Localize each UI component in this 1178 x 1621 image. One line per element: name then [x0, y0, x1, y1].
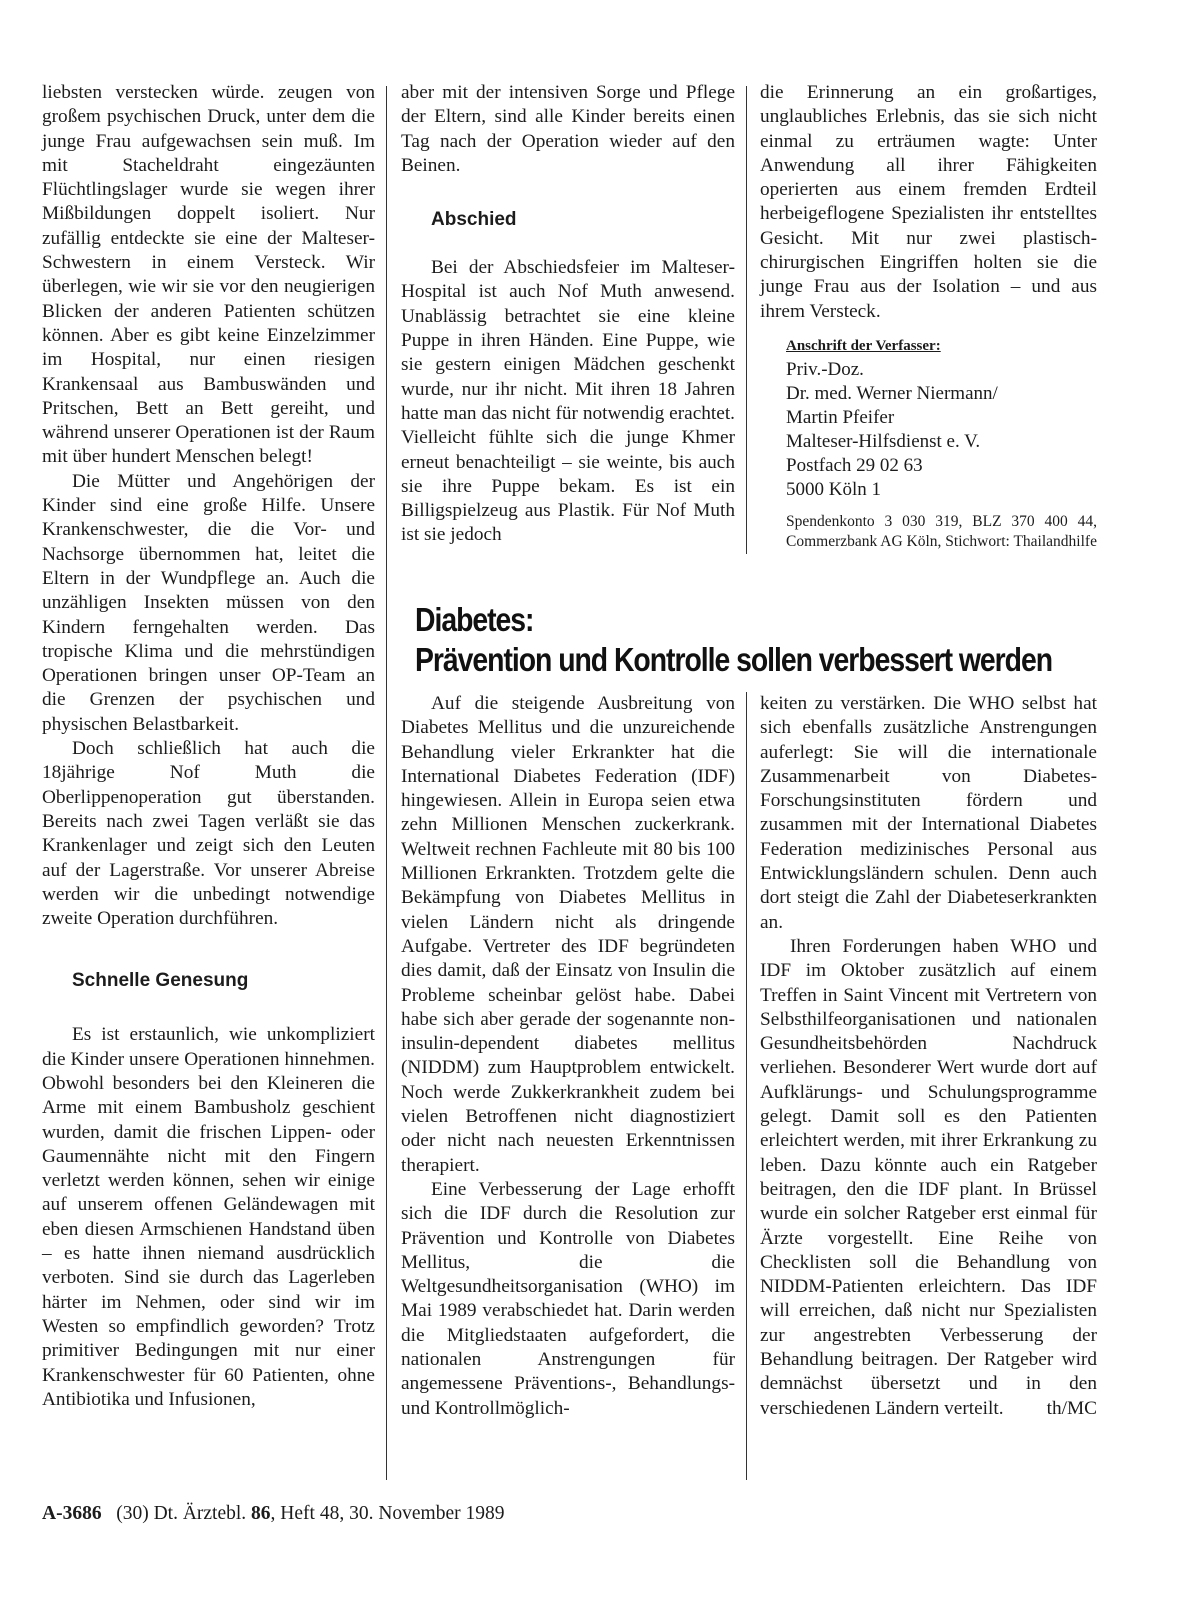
subheading-schnelle-genesung: Schnelle Genesung — [72, 970, 249, 992]
paragraph: Es ist erstaunlich, wie unkompliziert die Kinder unsere Operationen hinnehmen. Obwohl besonders bei den Kleineren die Arme mit einem Bambusholz geschient wurden, damit die frischen Lippen- oder Gaumennähte nicht mit den Fingern verletzt werden können, sehen wir einige auf unserem offenen Geländewagen mit eben diesen Armschienen Handstand üben – es hatte ihnen niemand ausdrücklich verboten. Sind sie durch das Lagerleben härter im Nehmen, oder sind wir im Westen so empfindlich geworden? Trotz primitiver Bedingungen mit nur einer Krankenschwester für 60 Patienten, ohne Antibiotika und Infusionen, — [42, 1024, 375, 1410]
paragraph-text: Ihren Forderungen haben WHO und IDF im Oktober zusätzlich auf einem Treffen in Saint Vincent mit Vertretern von Selbsthilfeorganisationen und nationalen Gesundheitsbehörden Nachdruck verliehen. Besonderer Wert wurde dort auf Aufklärungs- und Schulungsprogramme gelegt. Damit soll es den Patienten erleichtert werden, mit ihrer Erkrankung zu leben. Dazu könnte auch ein Ratgeber beitragen, den die IDF plant. In Brüssel wurde ein solcher Ratgeber erst einmal für Ärzte vorgestellt. Eine Reihe von Checklisten soll die Behandlung von NIDDM-Patienten erleichtern. Das IDF will erreichen, daß nicht nur Spezialisten zur angestrebten Verbesserung der Behandlung beitragen. Der Ratgeber wird demnächst übersetzt und in den verschiedenen Ländern verteilt. — [760, 935, 1097, 1419]
address-line: Priv.-Doz. — [786, 359, 864, 381]
subheading-abschied: Abschied — [431, 209, 517, 231]
issue-date: , Heft 48, 30. November 1989 — [270, 1503, 505, 1524]
paragraph — [760, 935, 1097, 1421]
column-3-top — [760, 81, 1097, 552]
address-line: 5000 Köln 1 — [786, 479, 881, 501]
address-title: Anschrift der Verfasser: — [786, 337, 941, 354]
volume-number: 86 — [251, 1503, 271, 1524]
paragraph: aber mit der intensiven Sorge und Pflege der Eltern, sind alle Kinder bereits einen Tag nach der Operation wieder auf den Beinen. — [401, 82, 735, 176]
author-signature: th/MC — [1046, 1397, 1097, 1419]
journal-citation: (30) Dt. Ärztebl. — [116, 1503, 247, 1524]
address-line: Malteser-Hilfsdienst e. V. — [786, 431, 981, 453]
paragraph: Eine Verbesserung der Lage erhofft sich die IDF durch die Resolution zur Prävention und Kontrolle von Diabetes Mellitus, die die Weltgesundheitsorganisation (WHO) im Mai 1989 verabschiedet hat. Darin werden die Mitgliedstaaten aufgefordert, die nationalen Anstrengungen für angemessene Präventions-, Behandlungs- und Kontrollmöglich- — [401, 1178, 735, 1419]
address-line: Dr. med. Werner Niermann/ — [786, 383, 998, 405]
paragraph: keiten zu verstärken. Die WHO selbst hat sich ebenfalls zusätzliche Anstrengungen auferlegt: Sie will die internationale Zusammenarbeit von Diabetes-Forschungsinstituten fördern und zusammen mit der International Diabetes Federation medizinisches Personal aus Entwicklungsländern schulen. Denn auch dort steigt die Zahl der Diabeteserkrankten an. — [760, 693, 1097, 933]
address-line: Postfach 29 02 63 — [786, 455, 923, 477]
paragraph: Bei der Abschiedsfeier im Malteser-Hospital ist auch Nof Muth anwesend. Unablässig betrachtet sie eine kleine Puppe in ihren Händen. Eine Puppe, wie sie gestern einigen Mädchen geschenkt wurde, nur ihr nicht. Mit ihren 18 Jahren hatte man das nicht für notwendig erachtet. Vielleicht fühlte sich die junge Khmer erneut benachteiligt – sie weinte, bis auch sie ihre Puppe bekam. Es ist ein Billigspielzeug aus Plastik. Für Nof Muth ist sie jedoch — [401, 257, 735, 546]
paragraph: Auf die steigende Ausbreitung von Diabetes Mellitus und die unzureichende Behandlung vieler Erkrankter hat die International Diabetes Federation (IDF) hingewiesen. Allein in Europa seien etwa zehn Millionen Menschen zuckerkrank. Weltweit rechnen Fachleute mit 80 bis 100 Millionen Erkrankten. Trotzdem gelte die Bekämpfung von Diabetes Mellitus in vielen Ländern nicht als dringende Aufgabe. Vertreter des IDF begründeten dies damit, daß der Einsatz von Insulin die Probleme scheinbar gelöst habe. Dabei habe sich aber gerade der sogenannte non-insulin-dependent diabetes mellitus (NIDDM) zum Hauptproblem entwickelt. Noch werde Zukkerkrankheit zudem bei vielen Betroffenen nicht diagnostiziert oder nicht nach neuesten Erkenntnissen therapiert. — [401, 693, 735, 1176]
page-number: A-3686 — [42, 1503, 102, 1524]
column-divider — [746, 692, 747, 1480]
column-3-bottom — [760, 692, 1097, 1421]
paragraph: liebsten verstecken würde. zeugen von großem psychischen Druck, unter dem die junge Frau aufgewachsen sein muß. Im mit Stacheldraht eingezäunten Flüchtlingslager wurde sie wegen ihrer Mißbildungen doppelt isoliert. Nur zufällig entdeckte sie eine der Malteser-Schwestern in einem Versteck. Wir überlegen, wie wir sie vor den neugierigen Blicken der anderen Patienten schützen können. Aber es gibt keine Einzelzimmer im Hospital, nur einen riesigen Krankensaal aus Bambuswänden und Pritschen, Bett an Bett gereiht, und während unserer Operationen ist der Raum mit über hundert Menschen belegt! — [42, 82, 375, 468]
article-headline-line-2: Prävention und Kontrolle sollen verbessert werden — [415, 641, 1053, 678]
column-2-top — [401, 81, 735, 548]
column-divider — [386, 86, 387, 1480]
column-divider — [746, 86, 747, 554]
author-address — [760, 334, 1097, 552]
donation-info: Spendenkonto 3 030 319, BLZ 370 400 44, Commerzbank AG Köln, Stichwort: Thailandhilfe — [786, 513, 1097, 551]
column-1 — [42, 81, 375, 1412]
paragraph: Doch schließlich hat auch die 18jährige Nof Muth die Oberlippenoperation gut überstanden. Bereits nach zwei Tagen verläßt sie das Krankenlager und zeigt sich den Leuten auf der Lagerstraße. Vor unserer Abreise werden wir die unbedingt notwendige zweite Operation durchführen. — [42, 738, 375, 930]
column-2-bottom — [401, 692, 735, 1421]
page-footer — [42, 1503, 505, 1525]
paragraph: die Erinnerung an ein großartiges, unglaubliches Erlebnis, das sie sich nicht einmal zu erträumen wagte: Unter Anwendung all ihrer Fähigkeiten operierten aus einem fremden Erdteil herbeigeflogene Spezialisten ihr entstelltes Gesicht. Mit nur zwei plastisch-chirurgischen Eingriffen holten sie die junge Frau aus der Isolation – und aus ihrem Versteck. — [760, 82, 1097, 322]
paragraph: Die Mütter und Angehörigen der Kinder sind eine große Hilfe. Unsere Krankenschwester, die die Vor- und Nachsorge übernommen hat, leitet die Eltern in der Wundpflege an. Auch die unzähligen Insekten müssen von den Kindern ferngehalten werden. Das tropische Klima und die mehrstündigen Operationen bringen unser OP-Team an die Grenzen der psychischen und physischen Belastbarkeit. — [42, 470, 375, 735]
article-headline-line-1: Diabetes: — [415, 601, 534, 638]
address-line: Martin Pfeifer — [786, 407, 895, 429]
